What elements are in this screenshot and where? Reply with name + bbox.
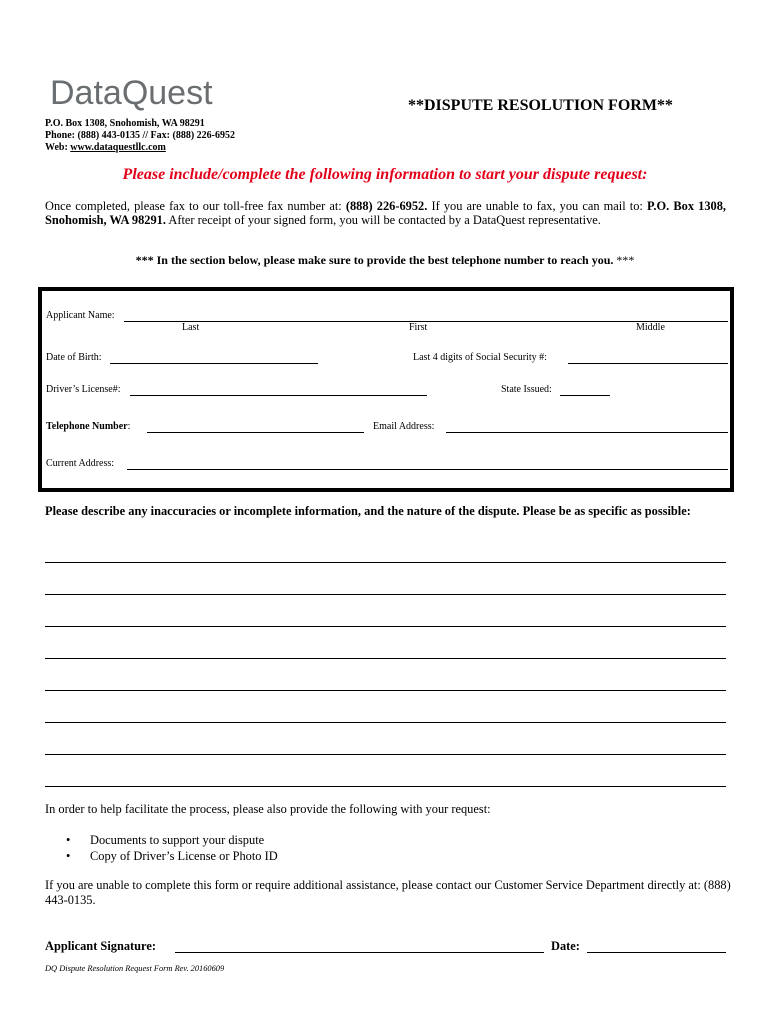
company-web	[45, 142, 235, 154]
intro-text-3: After receipt of your signed form, you will be contacted by a DataQuest representative.	[165, 213, 601, 227]
state-issued-field[interactable]	[560, 395, 610, 396]
dispute-line-2[interactable]	[45, 594, 726, 595]
dispute-line-7[interactable]	[45, 754, 726, 755]
dispute-line-8[interactable]	[45, 786, 726, 787]
dob-label: Date of Birth:	[46, 352, 102, 363]
logo-text: DataQuest	[50, 74, 213, 112]
dispute-line-1[interactable]	[45, 562, 726, 563]
dispute-line-5[interactable]	[45, 690, 726, 691]
date-label: Date:	[551, 939, 580, 953]
intro-paragraph	[45, 199, 726, 227]
dispute-line-4[interactable]	[45, 658, 726, 659]
help-text: In order to help facilitate the process, please also provide the following with your request:	[45, 802, 491, 816]
intro-text-2: If you are unable to fax, you can mail to:	[427, 199, 647, 213]
contact-text: If you are unable to complete this form or require additional assistance, please contact our Customer Service Department directly at: (888) 443-0135.	[45, 878, 731, 907]
dob-field[interactable]	[110, 363, 318, 364]
required-documents-list	[66, 832, 278, 864]
mail-address: P.O. Box 1308, Snohomish, WA 98291.	[45, 199, 726, 227]
telephone-label-colon: :	[127, 421, 131, 432]
signature-field[interactable]	[175, 952, 544, 953]
phone-note-end: ***	[613, 253, 635, 267]
dispute-line-3[interactable]	[45, 626, 726, 627]
drivers-license-field[interactable]	[130, 395, 427, 396]
web-label: Web:	[45, 142, 71, 153]
last-name-caption: Last	[182, 322, 200, 333]
phone-note-text: *** In the section below, please make sure to provide the best telephone number to reach you.	[135, 253, 614, 267]
ssn-field[interactable]	[568, 363, 728, 364]
fax-number: (888) 226-6952.	[345, 199, 428, 213]
applicant-name-label: Applicant Name:	[46, 310, 115, 321]
first-name-caption: First	[409, 322, 428, 333]
telephone-label	[46, 421, 130, 432]
list-item	[66, 848, 278, 864]
dispute-prompt: Please describe any inaccuracies or incomplete information, and the nature of the dispute. Please be as specific as possible:	[45, 504, 691, 518]
intro-text-1: Once completed, please fax to our toll-free fax number at:	[45, 199, 346, 213]
telephone-field[interactable]	[147, 432, 364, 433]
ssn-label: Last 4 digits of Social Security #:	[413, 352, 547, 363]
company-address-block	[45, 118, 235, 154]
company-phone: Phone: (888) 443-0135 // Fax: (888) 226-6952	[45, 130, 235, 141]
form-title: **DISPUTE RESOLUTION FORM**	[408, 97, 673, 114]
phone-note	[0, 253, 770, 268]
drivers-license-label: Driver’s License#:	[46, 384, 121, 395]
signature-label: Applicant Signature:	[45, 939, 156, 953]
email-field[interactable]	[446, 432, 728, 433]
list-item-text: Documents to support your dispute	[90, 833, 265, 847]
form-revision-footer: DQ Dispute Resolution Request Form Rev. 20160609	[45, 964, 225, 973]
list-item	[66, 832, 278, 848]
email-label: Email Address:	[373, 421, 435, 432]
company-address: P.O. Box 1308, Snohomish, WA 98291	[45, 118, 205, 129]
middle-name-caption: Middle	[636, 322, 665, 333]
telephone-label-text: Telephone Number	[46, 421, 128, 432]
current-address-label: Current Address:	[46, 458, 115, 469]
bullet-icon: •	[66, 849, 71, 863]
website-link[interactable]: www.dataquestllc.com	[70, 142, 166, 153]
current-address-field[interactable]	[127, 469, 728, 470]
dispute-line-6[interactable]	[45, 722, 726, 723]
instruction-heading: Please include/complete the following information to start your dispute request:	[122, 166, 648, 183]
bullet-icon: •	[66, 833, 71, 847]
state-issued-label: State Issued:	[501, 384, 552, 395]
applicant-info-box	[38, 287, 734, 492]
date-field[interactable]	[587, 952, 726, 953]
list-item-text: Copy of Driver’s License or Photo ID	[90, 849, 278, 863]
dataquest-logo	[50, 72, 230, 112]
